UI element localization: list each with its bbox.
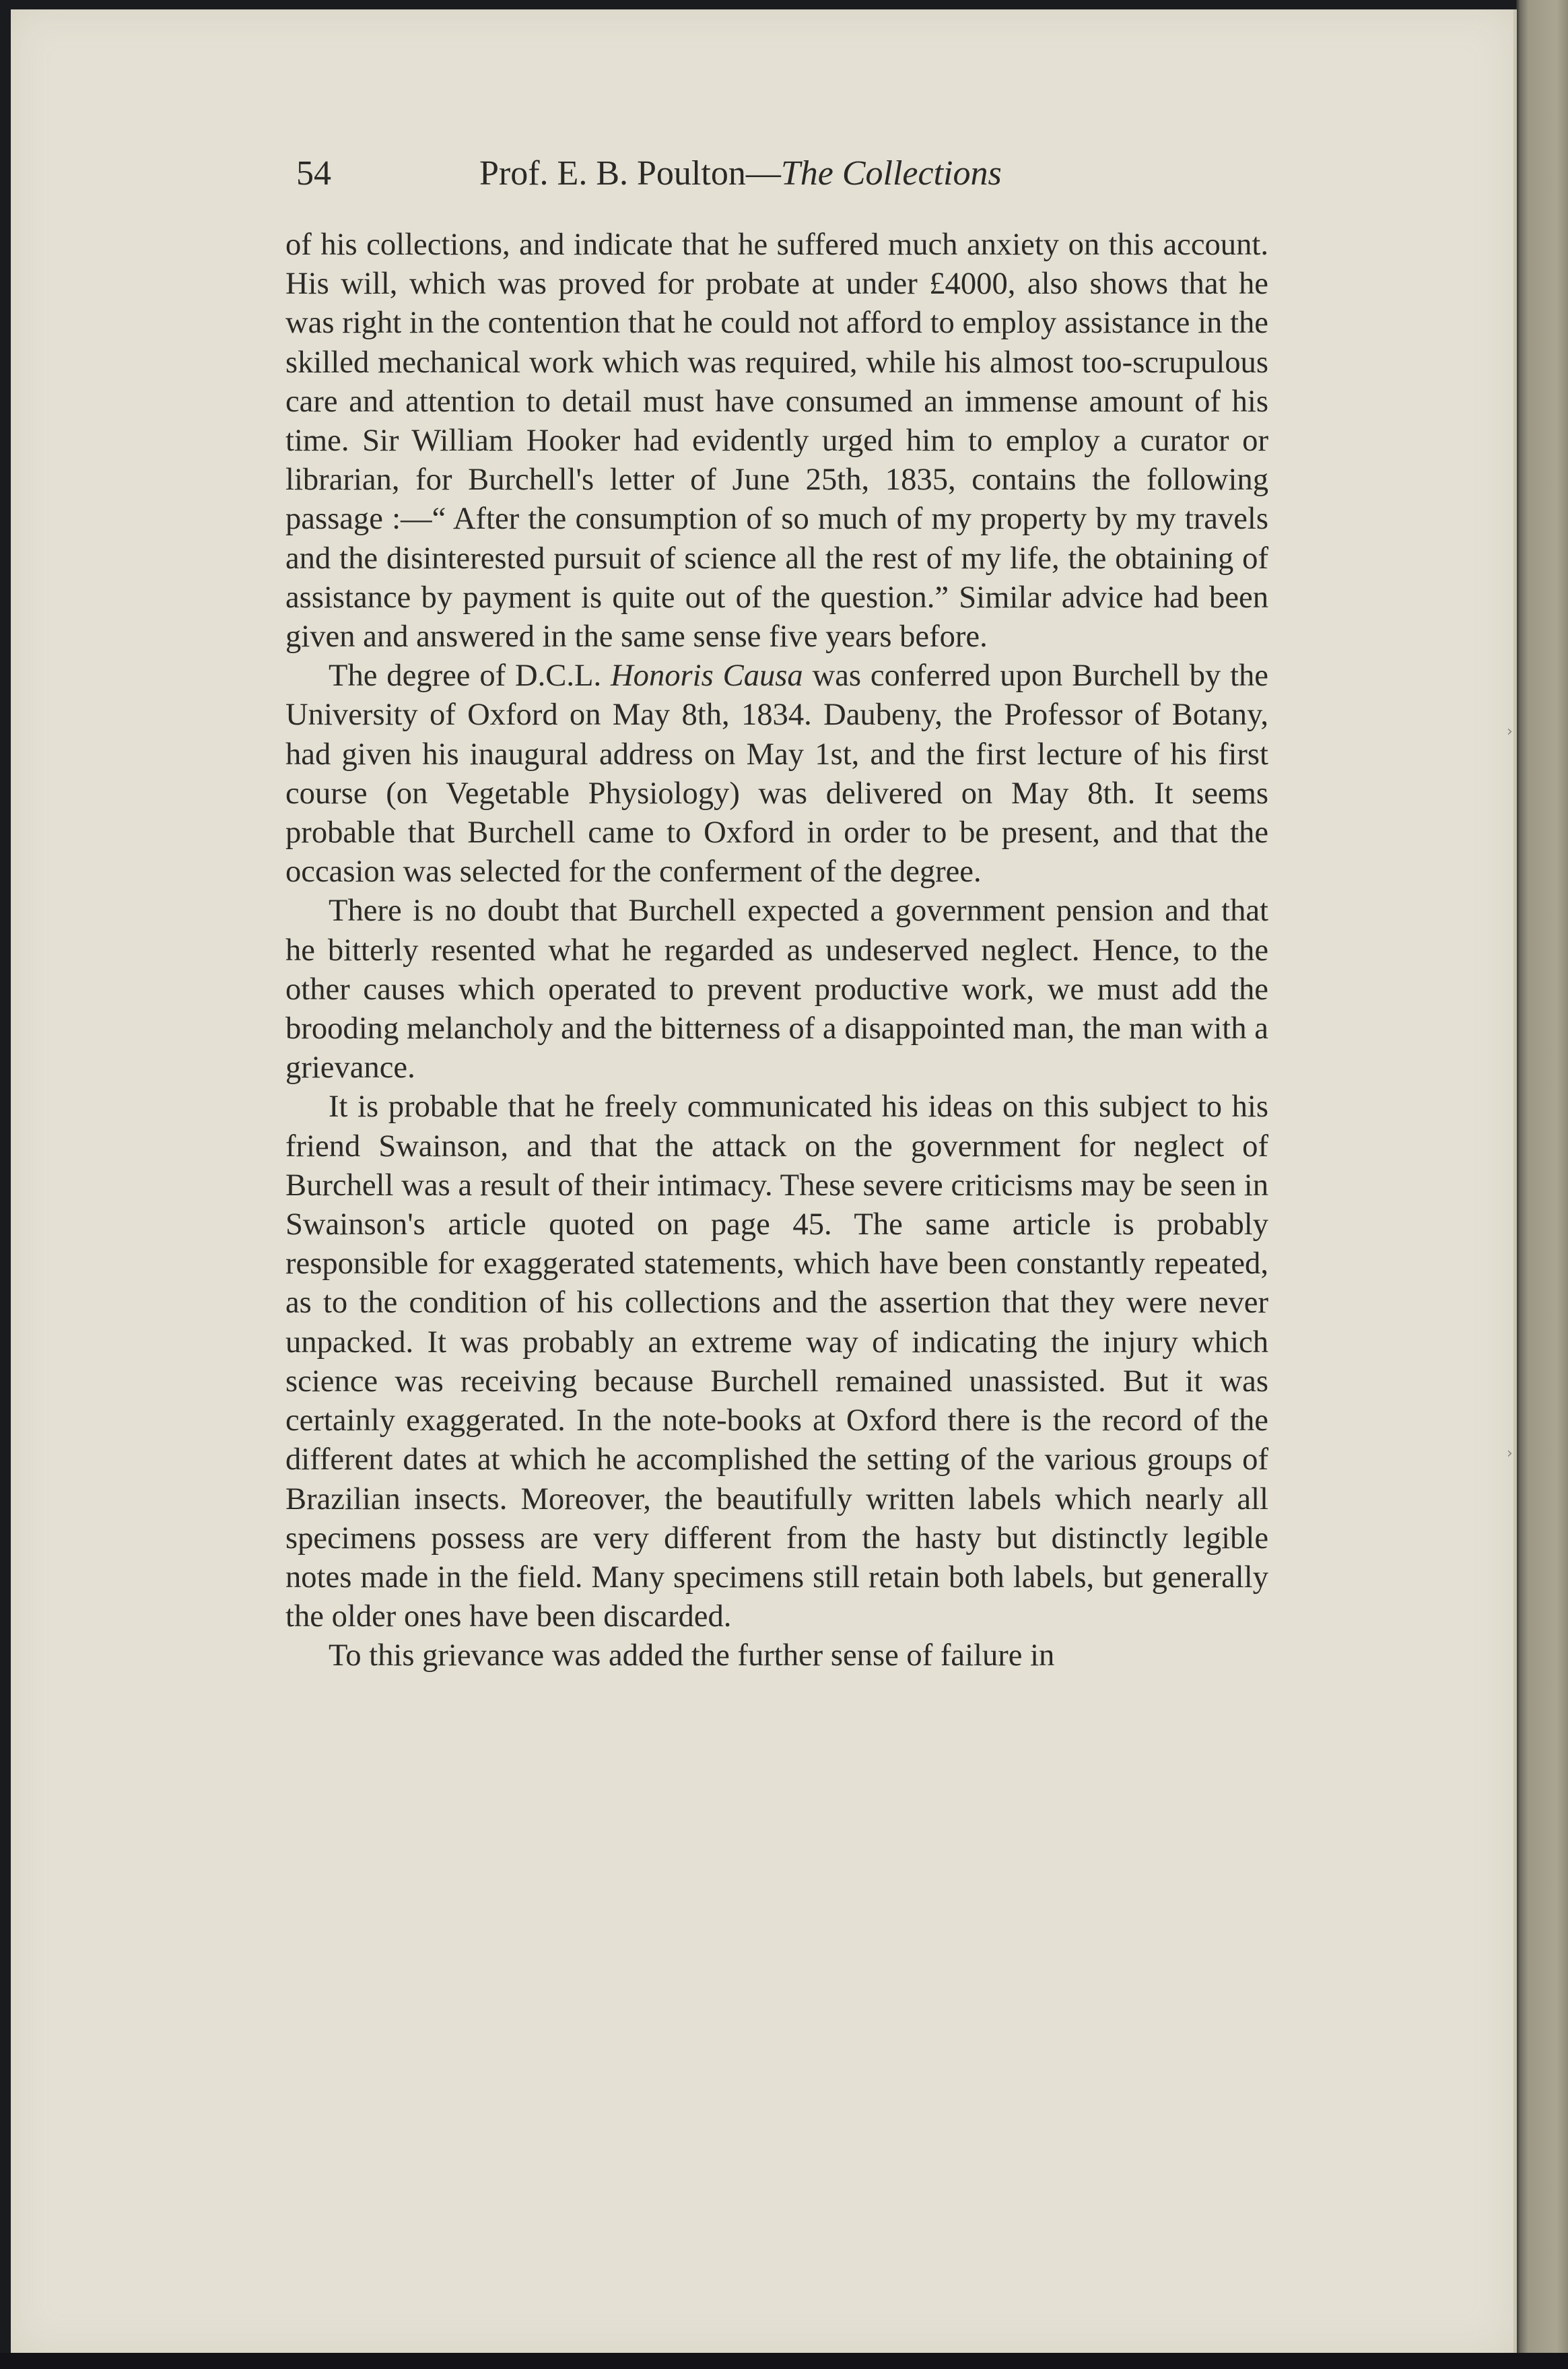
paragraph-2-rest: was conferred upon Burchell by the University of Oxford on May 8th, 1834. Daubeny, the Professor of Botany, had given his inaugural address on May 1st, and the first lecture of his first course (on Vegetable Physiology) was delivered on May 8th. It seems probable that Burchell came to Oxford in order to be present, and that the occasion was selected for the conferment of the degree.: [285, 658, 1268, 890]
body-text: [285, 225, 1268, 1675]
running-title: [479, 154, 1002, 193]
paragraph-3: There is no doubt that Burchell expected a government pension and that he bitterly resented what he regarded as undeserved neglect. Hence, to the other causes which operated to prevent productive work, we must add the brooding melancholy and the bitterness of a disappointed man, the man with a grievance.: [285, 893, 1268, 1086]
running-header: [296, 154, 1279, 207]
paragraph-1: of his collections, and indicate that he suffered much anxiety on this account. His will, which was proved for probate at under £4000, also shows that he was right in the contention that he could not afford to employ assistance in the skilled mechanical work which was required, while his almost too-scrupulous care and attention to detail must have consumed an immense amount of his time. Sir William Hooker had evidently urged him to employ a curator or librarian, for Burchell's letter of June 25th, 1835, contains the following passage :—“ After the consumption of so much of my property by my travels and the disinterested pursuit of science all the rest of my life, the obtaining of assistance by payment is quite out of the question.” Similar advice had been given and answered in the same sense five years before.: [285, 227, 1268, 655]
paragraph-4: It is probable that he freely communicated his ideas on this subject to his friend Swainson, and that the attack on the government for neglect of Burchell was a result of their intimacy. These severe criticisms may be seen in Swainson's article quoted on page 45. The same article is probably responsible for exaggerated statements, which have been constantly repeated, as to the condition of his collections and the assertion that they were never unpacked. It was probably an extreme way of indicating the injury which science was receiving because Burchell remained unassisted. But it was certainly exaggerated. In the note-books at Oxford there is the record of the different dates at which he accomplished the setting of the various groups of Brazilian insects. Moreover, the beautifully written labels which nearly all specimens possess are very different from the hasty but distinctly legible notes made in the field. Many specimens still retain both labels, but generally the older ones have been discarded.: [285, 1089, 1268, 1634]
paragraph-2: [285, 656, 1268, 891]
margin-tick-mark: ›: [1507, 1445, 1513, 1462]
facing-page-edge: [1516, 0, 1568, 2369]
scan-bottom-edge: [0, 2353, 1568, 2369]
margin-tick-mark: ›: [1507, 723, 1513, 740]
running-title-author: Prof. E. B. Poulton—: [479, 154, 781, 193]
page-number: 54: [296, 154, 331, 193]
paragraph-2-italic: Honoris Causa: [611, 658, 803, 694]
running-title-italic: The Collections: [780, 154, 1002, 193]
paragraph-5: To this grievance was added the further sense of failure in: [329, 1638, 1055, 1673]
paragraph-2-lead: The degree of D.C.L.: [329, 658, 611, 694]
